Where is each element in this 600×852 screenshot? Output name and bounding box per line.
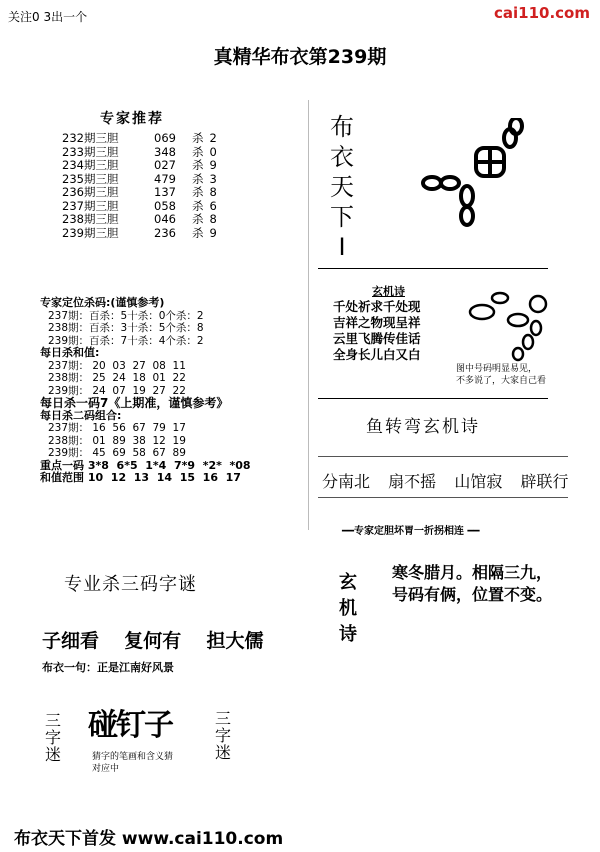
prediction-issue: 235期三胆 [62,171,119,186]
prediction-kill: 8 [209,185,217,199]
poem-label: 玄机诗 [372,285,405,298]
prediction-nums: 046 [154,212,176,226]
prediction-issue: 232期三胆 [62,131,119,145]
prediction-kill: 9 [209,225,217,240]
sign-caption-line: 图中号码明显易见， [456,364,538,374]
kill-two-row: 238期： 01 89 38 12 19 [48,434,186,447]
poem-line: 云里飞腾传佳话 [333,331,421,346]
section-divider [318,456,568,457]
riddle-answer: 子细看 复何有 担大儒 [42,630,264,652]
prediction-row [62,173,217,187]
footer-text: 布衣天下首发 www.cai110.com [14,829,284,849]
glyph-note [92,751,192,775]
position-kill-title: 专家定位杀码:(谨慎参考) [40,296,165,309]
site-logo[interactable]: cai110.com [494,4,590,22]
prediction-kill-label: 杀 [192,171,204,186]
riddle-line: 布衣一句：正是江南好风景 [42,661,174,674]
prediction-row [62,146,217,160]
left-vertical-label: 三字迷 [44,711,61,764]
prediction-nums: 348 [154,144,176,159]
cash-coin-chain-icon [410,118,530,228]
kill-one-title: 每日杀一码7《上期准，谨慎参考》 [40,396,229,410]
right-vertical-label: 三字迷 [214,709,231,762]
prediction-issue: 238期三胆 [62,212,119,226]
position-kill-row: 238期：百杀：3十杀：5个杀：8 [48,322,204,334]
prediction-list [62,132,217,240]
prediction-row [62,186,217,200]
sum-kill-row: 238期： 25 24 18 01 22 [48,372,186,384]
prediction-nums: 069 [154,131,176,145]
position-kill-row: 237期：百杀：5十杀：0个杀：2 [48,309,204,322]
top-note: 关注0 3出一个 [8,10,88,24]
prediction-nums: 236 [154,225,176,240]
prediction-kill-label: 杀 [192,185,204,199]
prediction-issue: 233期三胆 [62,144,119,159]
section-divider [318,398,548,399]
kill-two-title: 每日杀二码组合: [40,408,122,422]
prediction-row [62,159,217,173]
prediction-kill-label: 杀 [192,131,204,145]
gold-ingot-chain-icon [462,290,554,362]
expert-recommend-title: 专家推荐 [100,111,164,127]
prediction-kill: 0 [209,144,217,159]
kill-two-row: 239期： 45 69 58 67 89 [48,447,186,459]
prediction-kill-label: 杀 [192,144,204,159]
vertical-poem-line: 寒冬腊月。相隔三九， [392,563,553,582]
prediction-row [62,200,217,214]
prediction-kill-label: 杀 [192,158,204,172]
prediction-nums: 479 [154,171,176,186]
sign-caption [456,363,576,387]
sign-caption-line: 不多说了，大家自己看 [456,376,547,386]
prediction-row [62,227,217,241]
glyph-riddle: 碰钉子 [88,708,172,743]
vertical-poem-text [392,562,552,606]
vertical-poem-label: 玄机诗 [339,572,357,645]
key-number-line: 重点一码 3*8 6*5 1*4 7*9 *2* *08 [40,458,251,472]
position-kill-row: 239期：百杀：7十杀：4个杀：2 [48,334,204,347]
glyph-note-line: 猜字的笔画和含义猜 [92,752,174,762]
riddle-title: 专业杀三码字谜 [64,574,197,595]
kill-two-row: 237期： 16 56 67 79 17 [48,422,186,434]
column-divider [308,100,309,530]
sub-title: 鱼转弯玄机诗 [366,417,480,437]
sum-kill-row: 239期： 24 07 19 27 22 [48,384,186,397]
section-divider [318,268,548,269]
prediction-nums: 027 [154,158,176,172]
page-title: 真精华布衣第239期 [213,46,387,68]
prediction-kill-label: 杀 [192,198,204,213]
sum-kill-title: 每日杀和值: [40,346,100,359]
poem-box [333,299,421,363]
poem-line: 千处祈求千处现 [333,299,421,314]
prediction-kill: 2 [209,131,217,145]
sum-kill-row: 237期： 20 03 27 08 11 [48,359,186,372]
prediction-nums: 137 [154,185,176,199]
prediction-row [62,132,217,146]
prediction-issue: 237期三胆 [62,198,119,213]
poem-line: 吉祥之物现呈祥 [333,315,421,330]
prediction-kill: 3 [209,171,217,186]
prediction-nums: 058 [154,198,176,213]
poem-line: 全身长儿白又白 [333,347,421,362]
glyph-note-line: 对应中 [92,764,120,774]
vertical-title: 布衣天下I [330,113,354,261]
expert-line: ━━专家定胆坏胃一折拐相连 ━━ [342,526,480,537]
prediction-issue: 239期三胆 [62,225,119,240]
vertical-poem-line: 号码有俩，位置不变。 [392,585,553,604]
kill-code-block [40,297,251,485]
prediction-kill: 6 [209,198,217,213]
prediction-issue: 236期三胆 [62,185,119,199]
section-divider [318,497,568,498]
prediction-kill-label: 杀 [192,225,204,240]
prediction-kill: 9 [209,158,217,172]
prediction-kill: 8 [209,212,217,226]
prediction-row [62,213,217,227]
sum-range-line: 和值范围 10 12 13 14 15 16 17 [40,471,241,484]
phrase-line: 分南北 扇不摇 山馆寂 辟联行 [322,472,569,491]
prediction-issue: 234期三胆 [62,158,119,172]
prediction-kill-label: 杀 [192,212,204,226]
